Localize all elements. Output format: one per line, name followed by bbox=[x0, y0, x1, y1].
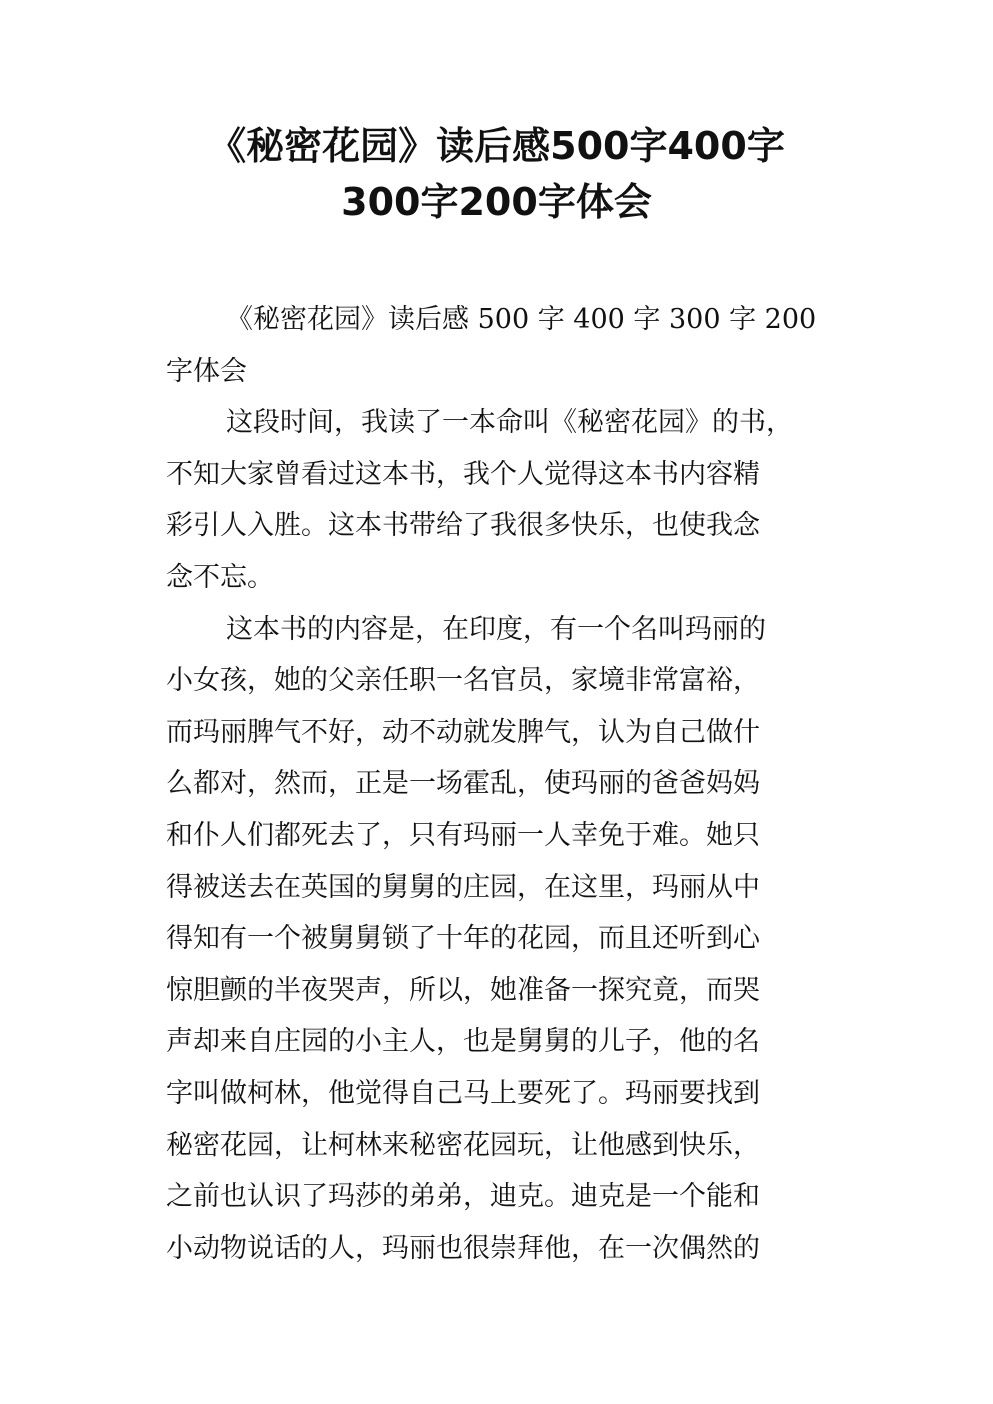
paragraph-line: 之前也认识了玛莎的弟弟，迪克。迪克是一个能和 bbox=[166, 1181, 760, 1213]
paragraph-line: 这段时间，我读了一本命叫《秘密花园》的书， bbox=[226, 407, 793, 439]
paragraph-2 bbox=[166, 397, 831, 603]
paragraph-1 bbox=[166, 294, 831, 397]
paragraph-line: 不知大家曾看过这本书，我个人觉得这本书内容精 bbox=[166, 458, 760, 490]
paragraph-3 bbox=[166, 604, 831, 1275]
paragraph-line: 和仆人们都死去了，只有玛丽一人幸免于难。她只 bbox=[166, 819, 760, 851]
document-body bbox=[166, 294, 831, 1274]
paragraph-line: 字体会 bbox=[166, 355, 247, 387]
paragraph-line: 秘密花园，让柯林来秘密花园玩，让他感到快乐， bbox=[166, 1129, 760, 1161]
title-line-2: 300字200字体会 bbox=[341, 180, 652, 224]
paragraph-line: 念不忘。 bbox=[166, 561, 274, 593]
paragraph-line: 而玛丽脾气不好，动不动就发脾气，认为自己做什 bbox=[166, 716, 760, 748]
paragraph-line: 得知有一个被舅舅锁了十年的花园，而且还听到心 bbox=[166, 923, 760, 955]
title-line-1: 《秘密花园》读后感500字400字 bbox=[208, 124, 785, 168]
paragraph-line: 彩引人入胜。这本书带给了我很多快乐，也使我念 bbox=[166, 510, 760, 542]
paragraph-line: 《秘密花园》读后感 500 字 400 字 300 字 200 bbox=[226, 304, 817, 335]
paragraph-line: 么都对，然而，正是一场霍乱，使玛丽的爸爸妈妈 bbox=[166, 768, 760, 800]
paragraph-line: 小女孩，她的父亲任职一名官员，家境非常富裕， bbox=[166, 665, 760, 697]
paragraph-line: 声却来自庄园的小主人，也是舅舅的儿子，他的名 bbox=[166, 1026, 760, 1058]
document-title bbox=[120, 118, 873, 230]
paragraph-line: 字叫做柯林，他觉得自己马上要死了。玛丽要找到 bbox=[166, 1077, 760, 1109]
paragraph-line: 得被送去在英国的舅舅的庄园，在这里，玛丽从中 bbox=[166, 871, 760, 903]
paragraph-line: 小动物说话的人，玛丽也很崇拜他，在一次偶然的 bbox=[166, 1232, 760, 1264]
paragraph-line: 这本书的内容是，在印度，有一个名叫玛丽的 bbox=[226, 613, 766, 645]
paragraph-line: 惊胆颤的半夜哭声，所以，她准备一探究竟，而哭 bbox=[166, 974, 760, 1006]
